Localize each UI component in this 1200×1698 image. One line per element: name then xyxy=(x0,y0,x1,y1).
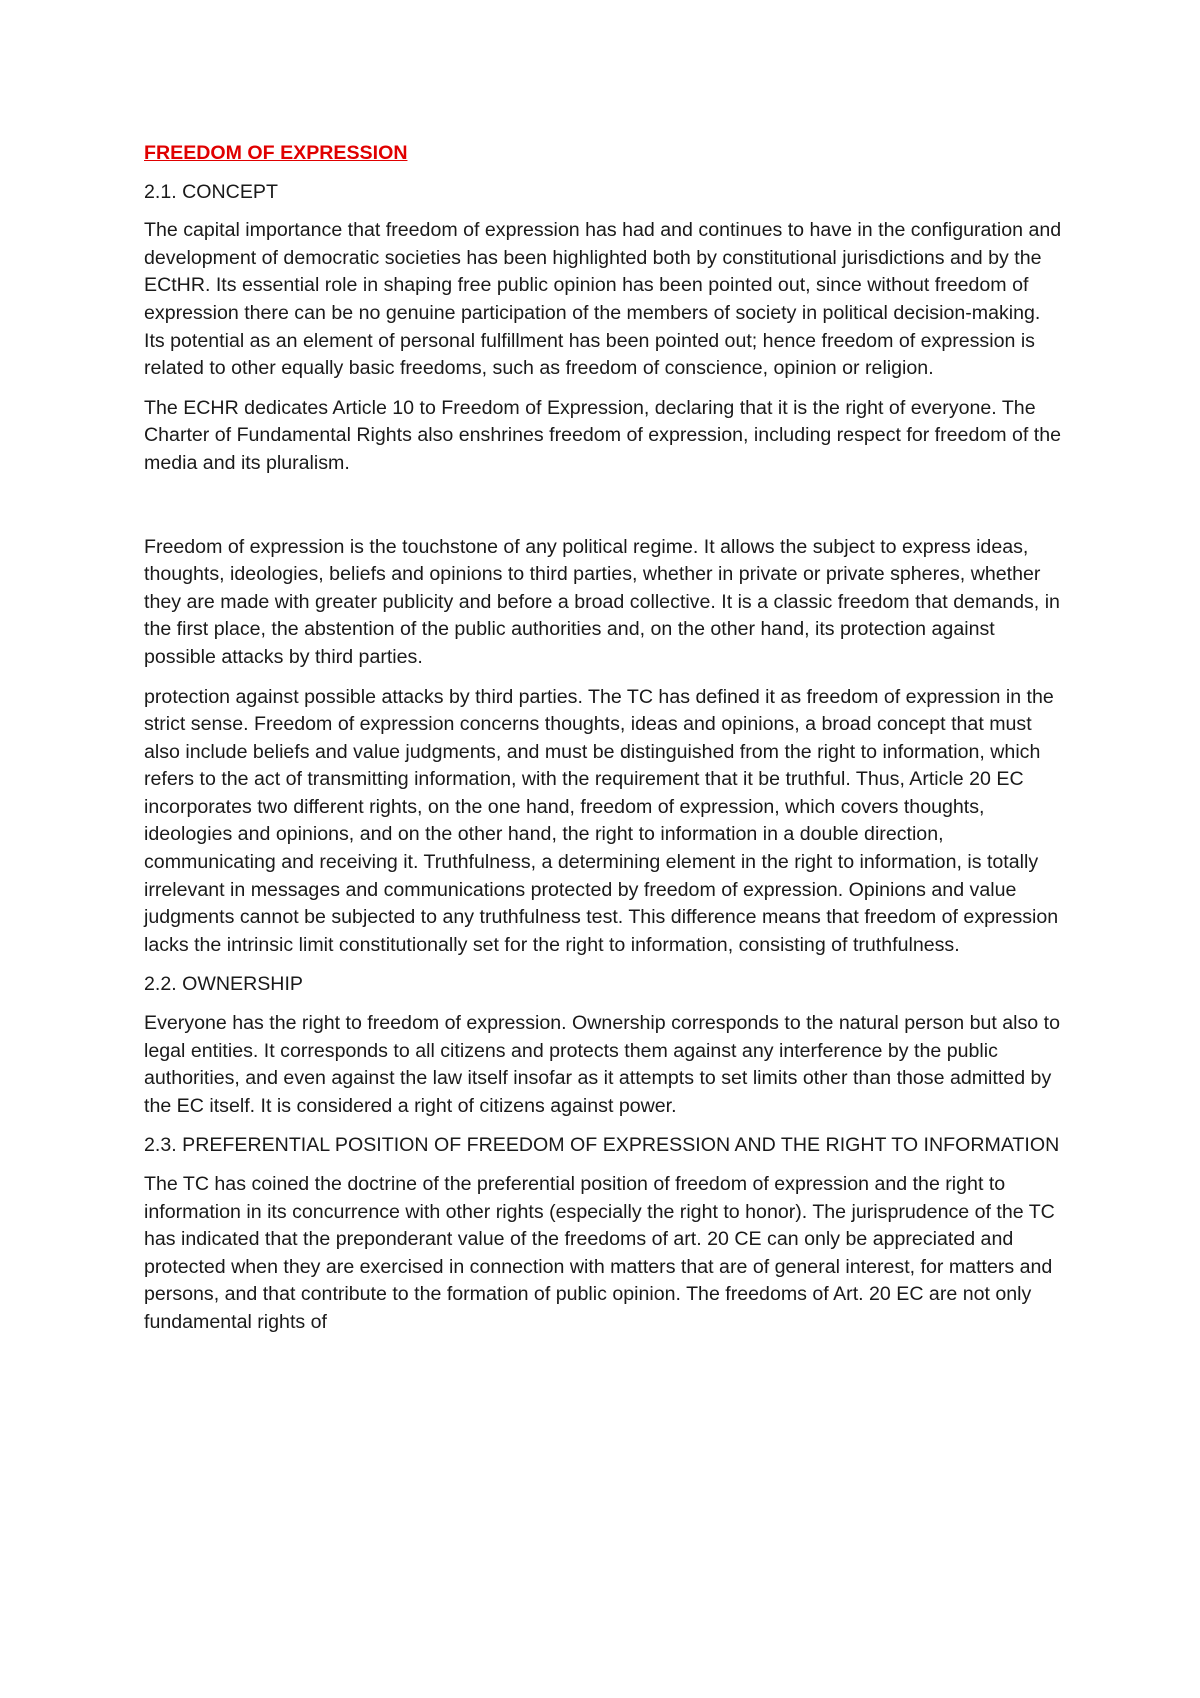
paragraph: protection against possible attacks by third parties. The TC has defined it as freedom of expression in the strict sense. Freedom of expression concerns thoughts, ideas and opinions, a broad concept that must also include beliefs and value judgments, and must be distinguished from the right to information, which refers to the act of transmitting information, with the requirement that it be truthful. Thus, Article 20 EC incorporates two different rights, on the one hand, freedom of expression, which covers thoughts, ideologies and opinions, and on the other hand, the right to information in a double direction, communicating and receiving it. Truthfulness, a determining element in the right to information, is totally irrelevant in messages and communications protected by freedom of expression. Opinions and value judgments cannot be subjected to any truthfulness test. This difference means that freedom of expression lacks the intrinsic limit constitutionally set for the right to information, consisting of truthfulness. xyxy=(144,685,1059,956)
document-title: FREEDOM OF EXPRESSION xyxy=(144,142,408,164)
section-heading-concept: 2.1. CONCEPT xyxy=(144,180,278,203)
paragraph: The TC has coined the doctrine of the preferential position of freedom of expression and the right to information in its concurrence with other rights (especially the right to honor). The jurisprudence of the TC has indicated that the preponderant value of the freedoms of art. 20 CE can only be appreciated and protected when they are exercised in connection with matters that are of general interest, for matters and persons, and that contribute to the formation of public opinion. The freedoms of Art. 20 EC are not only fundamental rights of xyxy=(144,1173,1055,1333)
document-content xyxy=(144,140,1064,1349)
blank-line xyxy=(144,490,1064,534)
section-heading-preferential-position: 2.3. PREFERENTIAL POSITION OF FREEDOM OF EXPRESSION AND THE RIGHT TO INFORMATION xyxy=(144,1134,1060,1157)
paragraph: The ECHR dedicates Article 10 to Freedom of Expression, declaring that it is the right of everyone. The Charter of Fundamental Rights also enshrines freedom of expression, including respect for freedom of the media and its pluralism. xyxy=(144,396,1062,474)
section-heading-ownership: 2.2. OWNERSHIP xyxy=(144,973,303,996)
paragraph: The capital importance that freedom of expression has had and continues to have in the configuration and development of democratic societies has been highlighted both by constitutional jurisdictions and by the ECtHR. Its essential role in shaping free public opinion has been pointed out, since without freedom of expression there can be no genuine participation of the members of society in political decision-making. Its potential as an element of personal fulfillment has been pointed out; hence freedom of expression is related to other equally basic freedoms, such as freedom of conscience, opinion or religion. xyxy=(144,219,1062,380)
paragraph: Everyone has the right to freedom of expression. Ownership corresponds to the natural person but also to legal entities. It corresponds to all citizens and protects them against any interference by the public authorities, and even against the law itself insofar as it attempts to set limits other than those admitted by the EC itself. It is considered a right of citizens against power. xyxy=(144,1012,1060,1117)
paragraph: Freedom of expression is the touchstone of any political regime. It allows the subject to express ideas, thoughts, ideologies, beliefs and opinions to third parties, whether in private or private spheres, whether they are made with greater publicity and before a broad collective. It is a classic freedom that demands, in the first place, the abstention of the public authorities and, on the other hand, its protection against possible attacks by third parties. xyxy=(144,535,1060,668)
